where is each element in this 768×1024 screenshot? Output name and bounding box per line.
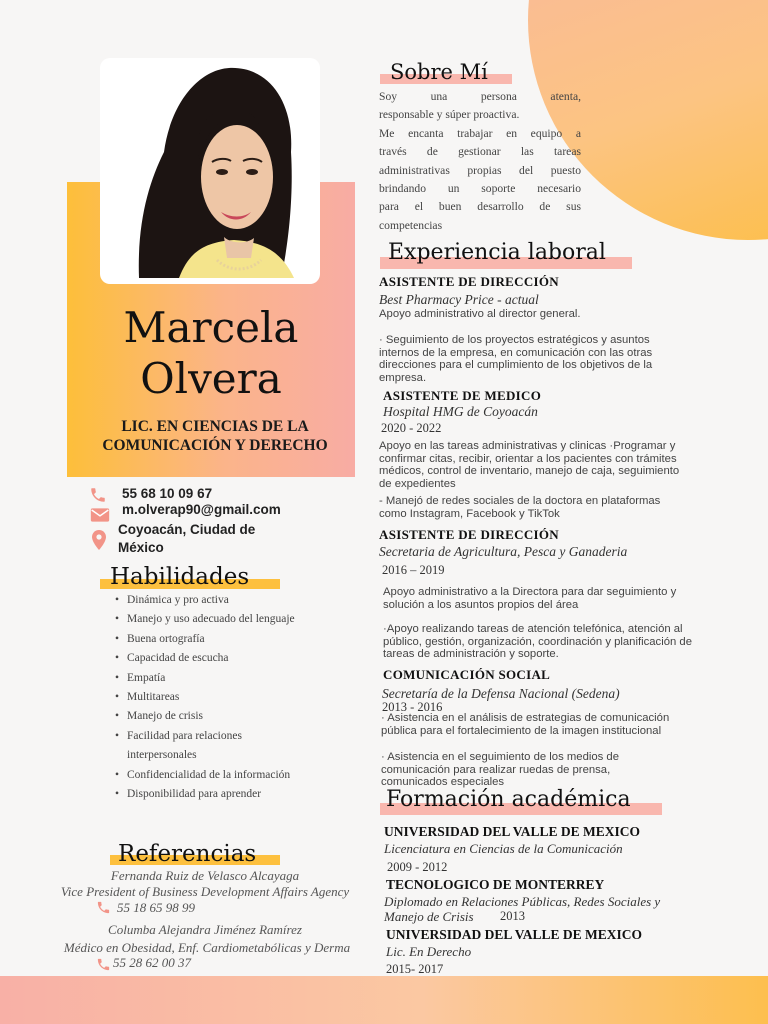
reference-1-name: Fernanda Ruiz de Velasco Alcayaga — [110, 868, 300, 883]
phone-icon — [89, 486, 107, 504]
skill-item: • Disponibilidad para aprender — [113, 785, 313, 804]
location-line-1: Coyoacán, Ciudad de — [118, 522, 256, 537]
about-line: para el buen desarrollo de sus — [379, 200, 581, 214]
education-2-dates: 2013 — [500, 909, 525, 923]
job-4-title: COMUNICACIÓN SOCIAL — [383, 667, 551, 682]
skills-title: Habilidades — [110, 564, 250, 590]
job-2-description-2: - Manejó de redes sociales de la doctora en plataformas como Instagram, Facebook y TikTok — [379, 495, 661, 520]
job-4-dates: 2013 - 2016 — [382, 700, 443, 714]
reference-2-role: Médico en Obesidad, Enf. Cardiometabólicas y Derma — [63, 940, 351, 955]
experience-title: Experiencia laboral — [388, 240, 606, 265]
location-pin-icon — [92, 530, 106, 550]
about-line: Me encanta trabajar en equipo a — [379, 126, 581, 140]
about-line: brindando un soporte necesario — [379, 182, 581, 196]
education-2-school: TECNOLOGICO DE MONTERREY — [386, 877, 605, 892]
job-4-description: · Asistencia en el análisis de estrategias de comunicación pública para el fortalecimiento de la imagen institucional — [381, 712, 670, 737]
skill-item: • Multitareas — [113, 688, 313, 707]
job-4-description-2: · Asistencia en el seguimiento de los medios de comunicación para realizar ruedas de prensa, comunicados especiales — [381, 751, 619, 788]
job-2-description: Apoyo en las tareas administrativas y clinicas ·Programar y confirmar citas, recibir, orientar a los pacientes con trámites médicos, control de inventario, manejo de caja, seguimiento de expedientes — [379, 440, 680, 490]
education-1-school: UNIVERSIDAD DEL VALLE DE MEXICO — [384, 824, 641, 839]
job-3-organization: Secretaria de Agricultura, Pesca y Ganaderia — [379, 544, 628, 559]
job-2-organization: Hospital HMG de Coyoacán — [383, 404, 538, 419]
references-title: Referencias — [118, 841, 257, 867]
degree-title: LIC. EN CIENCIAS DE LA COMUNICACIÓN Y DERECHO — [102, 418, 328, 454]
education-2-degree: Diplomado en Relaciones Públicas, Redes Sociales y — [384, 894, 661, 909]
last-name: Olvera — [140, 354, 282, 403]
education-3-school: UNIVERSIDAD DEL VALLE DE MEXICO — [386, 927, 643, 942]
skill-item: • Empatía — [113, 669, 313, 688]
profile-photo — [109, 62, 315, 278]
reference-1-role: Vice President of Business Development Affairs Agency — [60, 884, 350, 899]
reference-2-phone[interactable]: 55 28 62 00 37 — [113, 955, 191, 970]
job-2-title: ASISTENTE DE MEDICO — [383, 388, 542, 403]
education-1-degree: Licenciatura en Ciencias de la Comunicación — [384, 841, 623, 856]
job-3-description: Apoyo administrativo a la Directora para dar seguimiento y solución a los asuntos propios del área — [383, 586, 677, 611]
skill-item: • Buena ortografía — [113, 630, 313, 649]
job-1-organization: Best Pharmacy Price - actual — [379, 292, 539, 307]
skill-item: • Confidencialidad de la información — [113, 766, 313, 785]
education-3-dates: 2015- 2017 — [386, 962, 444, 976]
email-address[interactable]: m.olverap90@gmail.com — [122, 502, 281, 517]
education-3-degree: Lic. En Derecho — [386, 944, 472, 959]
phone-icon — [96, 900, 111, 915]
job-3-description-2: ·Apoyo realizando tareas de atención telefónica, atención al público, gestión, organización, coordinación y planificación de tareas de administración y soporte. — [383, 623, 692, 660]
skill-item: • Manejo de crisis — [113, 707, 313, 726]
skills-list — [113, 591, 313, 804]
reference-1-phone[interactable]: 55 18 65 98 99 — [117, 900, 195, 915]
about-line: administrativas propias del puesto — [379, 163, 581, 177]
bottom-gradient-band — [0, 976, 768, 1024]
about-line: través de gestionar las tareas — [379, 145, 581, 159]
job-1-description-2: · Seguimiento de los proyectos estratégicos y asuntos internos de la empresa, en comunicación con las otras direcciones para el cumplimiento de los objetivos de la empresa. — [379, 334, 653, 384]
about-line: Soy una persona atenta, — [379, 90, 581, 103]
job-3-title: ASISTENTE DE DIRECCIÓN — [379, 527, 559, 542]
phone-icon — [96, 957, 111, 972]
reference-2-name: Columba Alejandra Jiménez Ramírez — [108, 922, 302, 937]
education-title: Formación académica — [386, 787, 631, 812]
education-2-degree-line-2: Manejo de Crisis — [384, 909, 474, 924]
phone-number[interactable]: 55 68 10 09 67 — [122, 486, 213, 501]
job-1-title: ASISTENTE DE DIRECCIÓN — [379, 274, 559, 289]
mail-icon — [90, 506, 110, 524]
location-line-2: México — [118, 540, 164, 555]
skill-item: • Capacidad de escucha — [113, 649, 313, 668]
skill-item: • Dinámica y pro activa — [113, 591, 313, 610]
skill-item: • Facilidad para relaciones interpersonales — [113, 727, 313, 766]
job-4-organization: Secretaría de la Defensa Nacional (Sedena) — [382, 686, 620, 701]
skill-item: • Manejo y uso adecuado del lenguaje — [113, 610, 313, 629]
about-line: competencias — [379, 218, 443, 232]
about-title: Sobre Mí — [390, 60, 488, 84]
job-3-dates: 2016 – 2019 — [382, 563, 445, 577]
job-2-dates: 2020 - 2022 — [381, 421, 442, 435]
job-1-description: Apoyo administrativo al director general. — [379, 308, 581, 320]
education-1-dates: 2009 - 2012 — [387, 860, 448, 874]
about-text — [379, 88, 581, 235]
about-line: responsable y súper proactiva. — [379, 108, 520, 122]
first-name: Marcela — [123, 303, 299, 352]
